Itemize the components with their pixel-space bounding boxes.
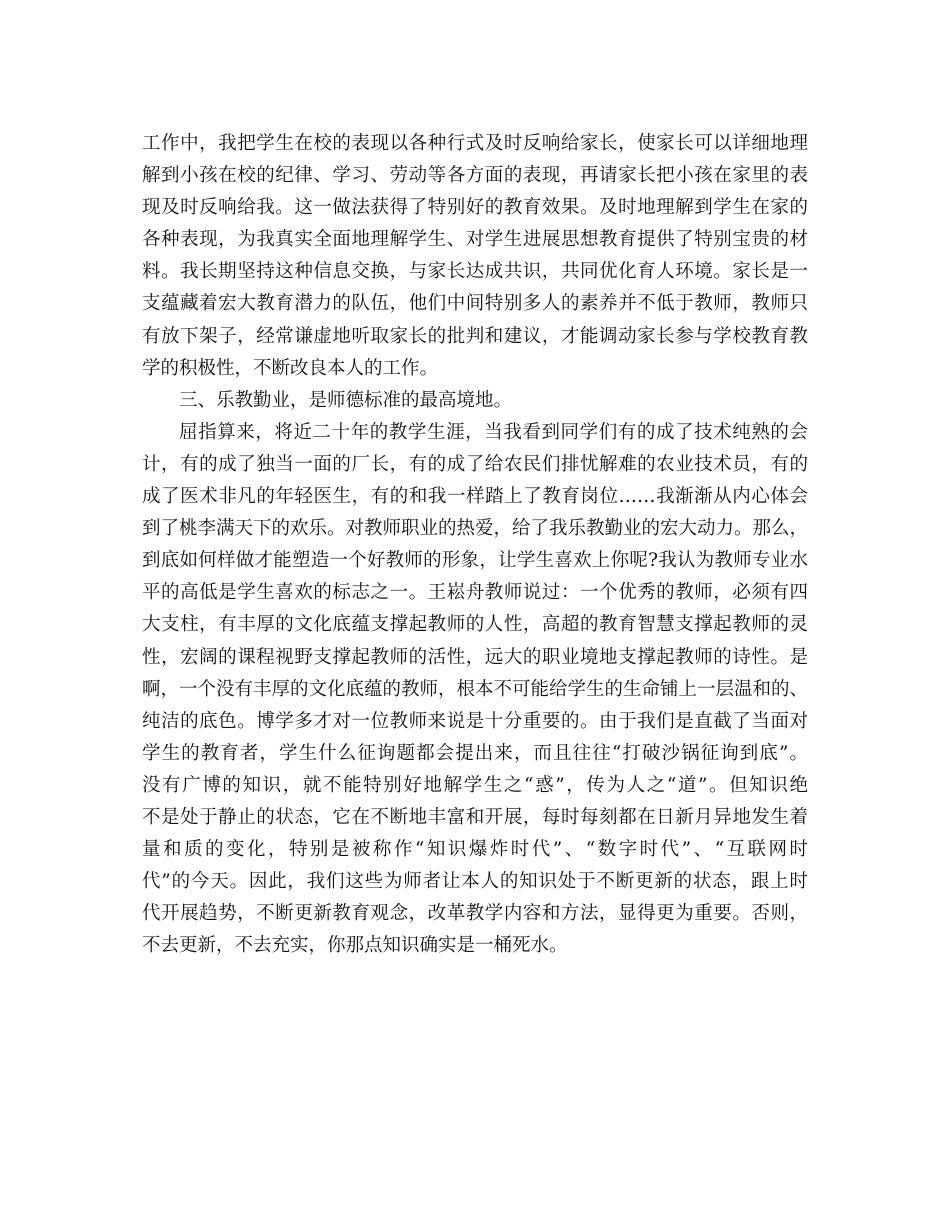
section-heading bbox=[142, 385, 808, 417]
text-line: 学的积极性，不断改良本人的工作。 bbox=[142, 357, 439, 379]
text-line: 大支柱，有丰厚的文化底蕴支撑起教师的人性，高超的教育智慧支撑起教师的灵 bbox=[142, 614, 808, 636]
text-line: 纯洁的底色。博学多才对一位教师来说是十分重要的。由于我们是直截了当面对 bbox=[142, 710, 808, 732]
text-line: 量和质的变化，特别是被称作“知识爆炸时代”、“数字时代”、“互联网时 bbox=[142, 839, 808, 861]
text-line: 不去更新，不去充实，你那点知识确实是一桶死水。 bbox=[142, 935, 568, 957]
text-line: 到底如何样做才能塑造一个好教师的形象，让学生喜欢上你呢?我认为教师专业水 bbox=[142, 550, 808, 572]
document-body bbox=[142, 128, 808, 962]
text-line: 各种表现，为我真实全面地理解学生、对学生进展思想教育提供了特别宝贵的材 bbox=[142, 229, 808, 251]
text-line: 成了医术非凡的年轻医生，有的和我一样踏上了教育岗位……我渐渐从内心体会 bbox=[142, 486, 808, 508]
text-line: 学生的教育者，学生什么征询题都会提出来，而且往往“打破沙锅征询到底”。 bbox=[142, 742, 808, 764]
text-line: 支蕴藏着宏大教育潜力的队伍，他们中间特别多人的素养并不低于教师，教师只 bbox=[142, 293, 808, 315]
text-line: 工作中，我把学生在校的表现以各种行式及时反响给家长，使家长可以详细地理 bbox=[142, 133, 808, 154]
text-line: 代开展趋势，不断更新教育观念，改革教学内容和方法，显得更为重要。否则， bbox=[142, 903, 808, 925]
text-line: 不是处于静止的状态，它在不断地丰富和开展，每时每刻都在日新月异地发生着 bbox=[142, 806, 808, 828]
text-line: 解到小孩在校的纪律、学习、劳动等各方面的表现，再请家长把小孩在家里的表 bbox=[142, 165, 808, 187]
paragraph-1 bbox=[142, 128, 808, 385]
text-line: 屈指算来，将近二十年的教学生涯，当我看到同学们有的成了技术纯熟的会 bbox=[179, 421, 808, 443]
text-line: 没有广博的知识，就不能特别好地解学生之“惑”，传为人之“道”。但知识绝 bbox=[142, 774, 808, 796]
text-line: 性，宏阔的课程视野支撑起教师的活性，远大的职业境地支撑起教师的诗性。是 bbox=[142, 646, 808, 668]
text-line: 到了桃李满天下的欢乐。对教师职业的热爱，给了我乐教勤业的宏大动力。那么， bbox=[142, 518, 809, 540]
text-line: 计，有的成了独当一面的厂长，有的成了给农民们排忧解难的农业技术员，有的 bbox=[142, 453, 808, 475]
paragraph-3 bbox=[142, 417, 808, 963]
text-line: 料。我长期坚持这种信息交换，与家长达成共识，共同优化育人环境。家长是一 bbox=[142, 261, 808, 283]
text-line: 代”的今天。因此，我们这些为师者让本人的知识处于不断更新的状态，跟上时 bbox=[142, 871, 808, 893]
text-line: 啊，一个没有丰厚的文化底蕴的教师，根本不可能给学生的生命铺上一层温和的、 bbox=[142, 678, 809, 700]
text-line: 现及时反响给我。这一做法获得了特别好的教育效果。及时地理解到学生在家的 bbox=[142, 197, 808, 219]
heading-line: 三、乐教勤业，是师德标准的最高境地。 bbox=[179, 389, 513, 411]
text-line: 平的高低是学生喜欢的标志之一。王崧舟教师说过：一个优秀的教师，必须有四 bbox=[142, 582, 808, 604]
text-line: 有放下架子，经常谦虚地听取家长的批判和建议，才能调动家长参与学校教育教 bbox=[142, 325, 808, 347]
